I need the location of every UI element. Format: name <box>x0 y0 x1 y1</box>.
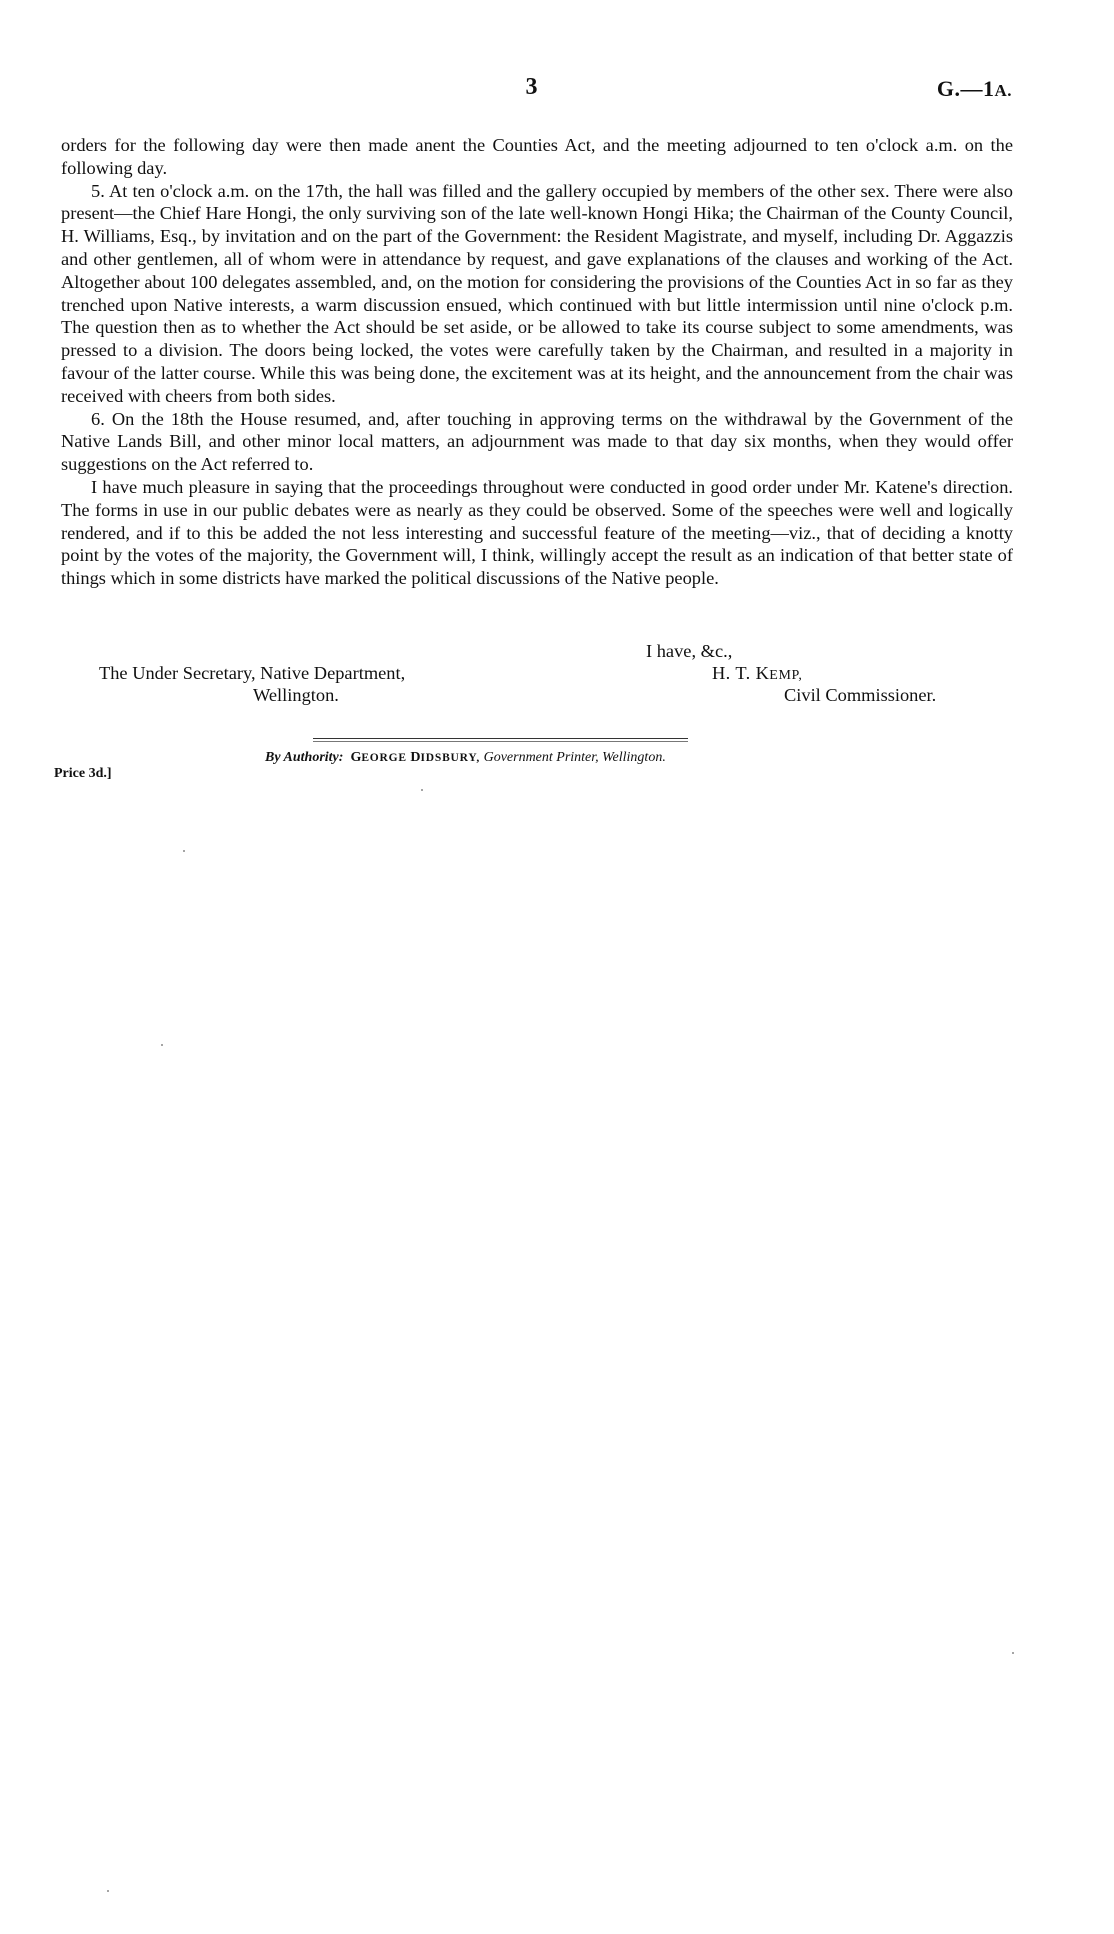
printer-name <box>350 750 480 765</box>
paragraph-6: 6. On the 18th the House resumed, and, after touching in approving terms on the withdrawal by the Government of the Native Lands Bill, and other minor local matters, an adjournment was made to that day six months, when they would offer suggestions on the Act referred to. <box>61 408 1013 475</box>
closing-salutation: I have, &c., <box>646 641 733 661</box>
scan-speck <box>107 1890 109 1892</box>
price-label: Price 3d.] <box>54 766 112 781</box>
printer-imprint <box>265 750 666 766</box>
printer-first-initial: G <box>350 750 362 765</box>
signer-initials: H. T. K <box>712 663 770 683</box>
paragraph-conclusion: I have much pleasure in saying that the proceedings throughout were conducted in good order under Mr. Katene's direction. The forms in use in our public debates were as nearly as they could be observed. Some of the speeches were well and logically rendered, and if to this be added the not less interesting and successful feature of the meeting—viz., that of deciding a knotty point by the votes of the majority, the Government will, I think, willingly accept the result as an indication of that better state of things which in some districts have marked the political discussions of the Native people. <box>61 476 1013 589</box>
addressee-line-2: Wellington. <box>253 685 339 705</box>
signature-block <box>0 0 1114 720</box>
footer-divider <box>313 738 688 739</box>
signer-title: Civil Commissioner. <box>784 685 937 705</box>
printer-first-rest: EORGE <box>361 752 407 764</box>
scan-speck <box>161 1044 163 1046</box>
printer-last-rest: IDSBURY, <box>420 752 481 764</box>
scan-speck <box>183 850 185 852</box>
addressee-line-1: The Under Secretary, Native Department, <box>99 663 406 683</box>
page-number: 3 <box>525 74 538 100</box>
printer-role: Government Printer, Wellington. <box>483 750 666 765</box>
footer-divider-thin <box>313 741 688 742</box>
paragraph-5: 5. At ten o'clock a.m. on the 17th, the hall was filled and the gallery occupied by members of the other sex. There were also present—the Chief Hare Hongi, the only surviving son of the late well-known Hongi Hika; the Chairman of the County Council, H. Williams, Esq., by invitation and on the part of the Government: the Resident Magistrate, and myself, including Dr. Aggazzis and other gentlemen, all of whom were in attendance by request, and gave explanations of the clauses and working of the Act. Altogether about 100 delegates assembled, and, on the motion for considering the provisions of the Counties Act in so far as they trenched upon Native interests, a warm discussion ensued, which continued with but little intermission until nine o'clock p.m. The question then as to whether the Act should be set aside, or be allowed to take its course subject to some amendments, was pressed to a division. The doors being locked, the votes were carefully taken by the Chairman, and resulted in a majority in favour of the latter course. While this was being done, the excitement was at its height, and the announcement from the chair was received with cheers from both sides. <box>61 180 1013 406</box>
paragraph-continuation: orders for the following day were then made anent the Counties Act, and the meeting adjourned to ten o'clock a.m. on the following day. <box>61 135 1013 178</box>
scan-speck <box>1012 1652 1014 1654</box>
signer-surname: EMP, <box>769 668 803 683</box>
document-code-prefix: G.—1 <box>936 76 995 101</box>
scan-speck <box>421 789 423 791</box>
authority-label: By Authority: <box>265 750 344 765</box>
document-code-suffix: A. <box>994 81 1012 100</box>
printer-last-initial: D <box>410 750 421 765</box>
